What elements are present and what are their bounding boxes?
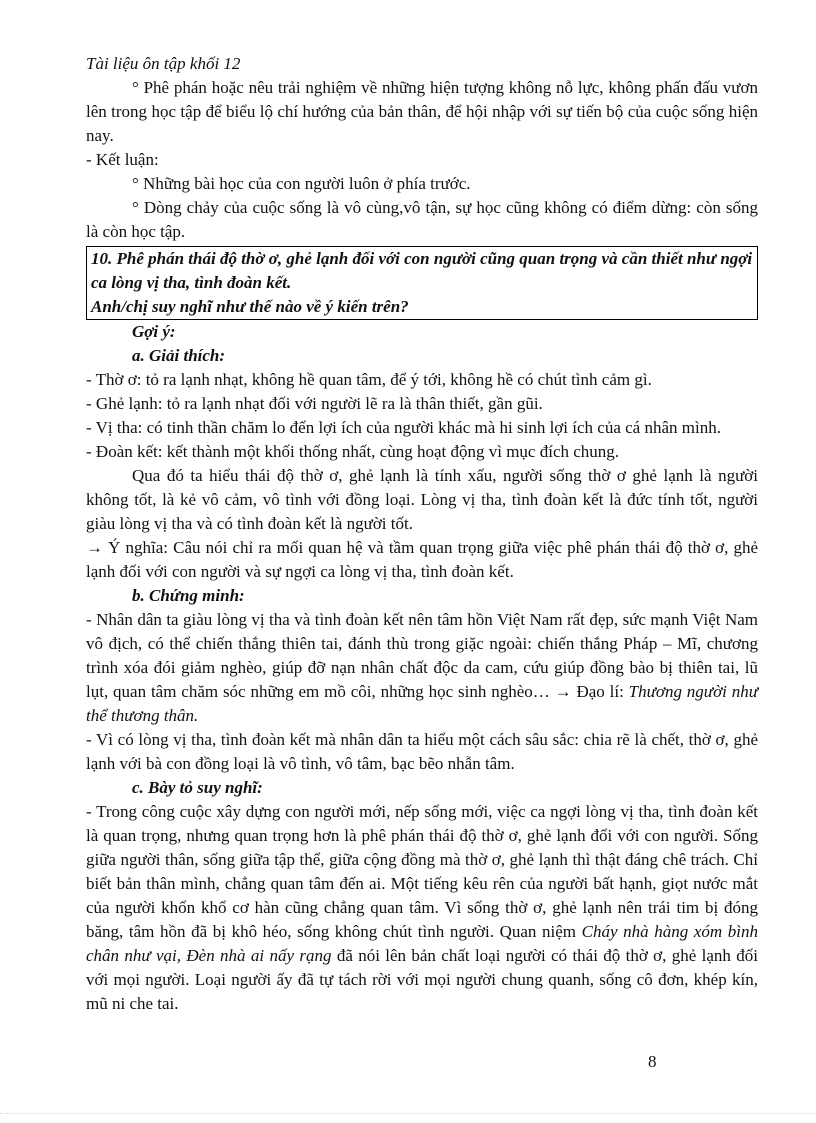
bottom-divider: [0, 1113, 816, 1114]
conclusion-item-1: ° Những bài học của con người luôn ở phía trước.: [132, 174, 471, 193]
definition-item: - Thờ ơ: tỏ ra lạnh nhạt, không hề quan tâm, để ý tới, không hề có chút tình cảm gì.: [86, 370, 652, 389]
meaning-paragraph: → Ý nghĩa: Câu nói chỉ ra mối quan hệ và tầm quan trọng giữa việc phê phán thái độ thờ ơ, ghẻ lạnh đối với con người và sự ngợi ca lòng vị tha, tình đoàn kết.: [86, 538, 758, 581]
explanation-paragraph: Qua đó ta hiểu thái độ thờ ơ, ghẻ lạnh là tính xấu, người sống thờ ơ ghẻ lạnh là người không tốt, là kẻ vô cảm, vô tình với đồng loại. Lòng vị tha, tình đoàn kết là đức tính tốt, người giàu lòng vị tha và có tình đoàn kết là người tốt.: [86, 466, 758, 533]
proof-paragraph-2: - Vì có lòng vị tha, tình đoàn kết mà nhân dân ta hiểu một cách sâu sắc: chia rẽ là chết, thờ ơ, ghẻ lạnh với bà con đồng loại là vô tình, vô tâm, bạc bẽo nhẫn tâm.: [86, 730, 758, 773]
page-header: Tài liệu ôn tập khối 12: [86, 54, 241, 73]
proof-text: - Nhân dân ta giàu lòng vị tha và tình đoàn kết nên tâm hồn Việt Nam rất đẹp, sức mạnh Việt Nam vô địch, có thể chiến thắng thiên tai, đánh thù trong giặc ngoài: chiến thắng Pháp – Mĩ, chương trình xóa đói giảm nghèo, giúp đỡ nạn nhân chất độc da cam, cứu giúp đồng bào bị thiên tai, lũ lụt, quan tâm chăm sóc những em mồ côi, những học sinh nghèo… → Đạo lí:: [86, 610, 758, 701]
opinion-text-b: đã nói lên bản chất loại người có thái độ thờ ơ, ghẻ lạnh đối với mọi người. Loại người ấy đã tự tách rời với mọi người chung quanh, sống cô đơn, khép kín, mũ ni che tai.: [86, 946, 758, 1013]
section-b-title: b. Chứng minh:: [132, 586, 245, 605]
saying-text: Cháy nhà hàng xóm bình chân như vại, Đèn nhà ai nấy rạng: [86, 922, 758, 965]
document-page: [86, 52, 758, 1016]
section-c-title: c. Bày tỏ suy nghĩ:: [132, 778, 263, 797]
question-title: 10. Phê phán thái độ thờ ơ, ghẻ lạnh đối với con người cũng quan trọng và cần thiết như ngợi ca lòng vị tha, tình đoàn kết.: [91, 249, 753, 292]
proverb-text: Thương người như thể thương thân.: [86, 682, 758, 725]
definition-item: - Ghẻ lạnh: tỏ ra lạnh nhạt đối với người lẽ ra là thân thiết, gần gũi.: [86, 394, 543, 413]
definition-item: - Đoàn kết: kết thành một khối thống nhất, cùng hoạt động vì mục đích chung.: [86, 442, 620, 461]
conclusion-label: - Kết luận:: [86, 150, 159, 169]
opinion-paragraph: [86, 800, 758, 1016]
section-a-title: a. Giải thích:: [132, 346, 226, 365]
proof-paragraph-1: [86, 608, 758, 728]
opinion-text-a: - Trong công cuộc xây dựng con người mới, nếp sống mới, việc ca ngợi lòng vị tha, tình đoàn kết là quan trọng, nhưng quan trọng hơn là phê phán thái độ thờ ơ, ghẻ lạnh đối với con người. Sống giữa người thân, sống giữa tập thể, giữa cộng đồng mà thờ ơ, ghẻ lạnh thì thật đáng chê trách. Chỉ biết bản thân mình, chẳng quan tâm đến ai. Một tiếng kêu rên của người bất hạnh, giọt nước mắt của người khốn khổ cơ hàn cũng chẳng quan tâm. Vì sống thờ ơ, ghẻ lạnh nên trái tim bị đóng băng, tâm hồn đã bị khô héo, sống không chút tình người. Quan niệm: [86, 802, 758, 941]
definition-item: - Vị tha: có tinh thần chăm lo đến lợi ích của người khác mà hi sinh lợi ích của cá nhân mình.: [86, 418, 721, 437]
conclusion-item-2: ° Dòng chảy của cuộc sống là vô cùng,vô tận, sự học cũng không có điểm dừng: còn sống là còn học tập.: [86, 198, 758, 241]
page-number: 8: [648, 1052, 657, 1071]
intro-paragraph: ° Phê phán hoặc nêu trải nghiệm về những hiện tượng không nỗ lực, không phấn đấu vươn lên trong học tập để biểu lộ chí hướng của bản thân, để hội nhập với sự tiến bộ của cuộc sống hiện nay.: [86, 78, 758, 145]
hint-title: Gợi ý:: [132, 322, 176, 341]
question-box: [86, 246, 758, 320]
question-prompt: Anh/chị suy nghĩ như thế nào về ý kiến trên?: [91, 297, 409, 316]
